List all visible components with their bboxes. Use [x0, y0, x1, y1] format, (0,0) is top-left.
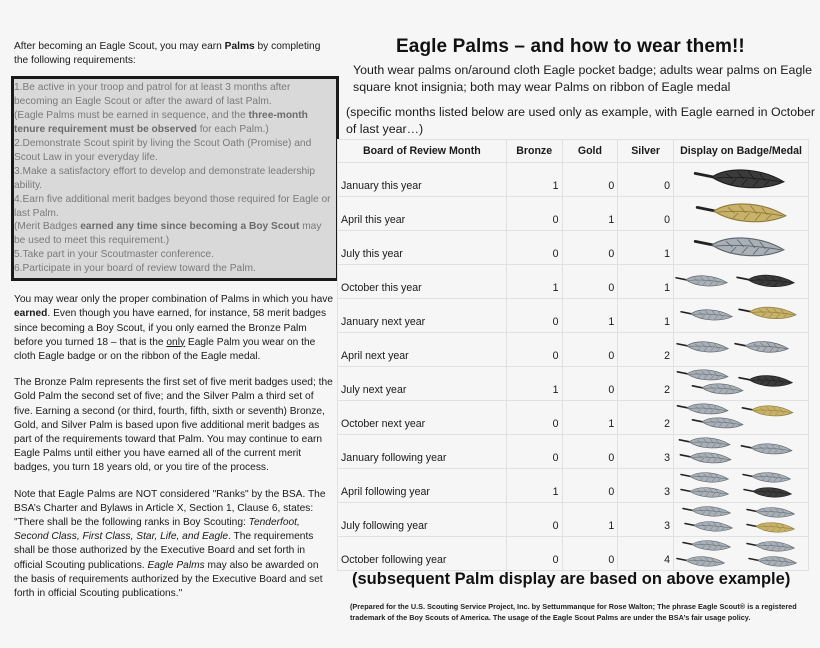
silver-count: 1 [618, 265, 674, 299]
bronze-count: 0 [506, 401, 562, 435]
gold-palm-icon [744, 520, 798, 538]
bronze-palm-icon [684, 165, 796, 196]
board-of-review-month: January following year [338, 435, 507, 469]
board-of-review-month: April next year [338, 333, 507, 367]
bronze-count: 0 [506, 197, 562, 231]
gold-palm-icon [738, 304, 798, 325]
silver-count: 1 [618, 231, 674, 265]
palm-display-cell [673, 163, 808, 197]
subtitle: Youth wear palms on/around cloth Eagle pocket badge; adults wear palms on Eagle square knot insignia; both may wear Palms on ribbon of Eagle medal [353, 63, 812, 94]
bronze-count: 0 [506, 435, 562, 469]
gold-count: 0 [562, 265, 618, 299]
palm-display-cell [673, 469, 808, 503]
silver-count: 3 [618, 503, 674, 537]
table-row [338, 231, 809, 265]
palm-display-cell [673, 231, 808, 265]
requirement-5: 5.Take part in your Scoutmaster conference. [14, 249, 214, 261]
silver-palm-icon [678, 485, 732, 503]
silver-palm-icon [680, 306, 734, 327]
bronze-count: 0 [506, 333, 562, 367]
silver-count: 0 [618, 197, 674, 231]
silver-count: 2 [618, 367, 674, 401]
requirement-2: 2.Demonstrate Scout spirit by living the Scout Oath (Promise) and Scout Law in your everyday life. [14, 138, 312, 163]
header-board-of-review-month: Board of Review Month [338, 140, 507, 163]
header-gold: Gold [562, 140, 618, 163]
bronze-gold-silver-paragraph: The Bronze Palm represents the first set of five merit badges used; the Gold Palm the second set of five; and the Silver Palm a third set of five. Earning a second (or third, fourth, fifth, sixth or seventh) Bronze, Gold, and Silver Palm is based upon five additional merit badges as part of the requirements toward that Palm. You may continue to earn Eagle Palms until either you have earned all of the current merit badges, you turn 18 years old, or you tire of the process. [14, 377, 333, 474]
palm-display-cell [673, 197, 808, 231]
table-row [338, 503, 809, 537]
credit-footnote: (Prepared for the U.S. Scouting Service Project, Inc. by Settummanque for Rose Walton; The phrase Eagle Scout® is a registered trademark of the Boy Scouts of America. The usage of the Eagle Scout Palms are under the BSA’s fair usage policy. [350, 602, 797, 623]
gold-count: 0 [562, 435, 618, 469]
wear-paragraph: You may wear only the proper combination of Palms in which you have earned. Even though you have earned, for instance, 58 merit badges since becoming a Boy Scout, if you only earned the Bronze Palm before you turned 18 – that is the only Eagle Palm you wear on the cloth Eagle badge or on the ribbon of the Eagle medal. [14, 294, 334, 362]
example-note: (specific months listed below are used only as example, with Eagle earned in October of last year…) [346, 105, 816, 136]
intro-text: After becoming an Eagle Scout, you may earn Palms by completing the following requirements: [14, 41, 321, 67]
requirement-4: 4.Earn five additional merit badges beyond those required for Eagle or last Palm. [14, 193, 331, 219]
table-row [338, 333, 809, 367]
table-row [338, 401, 809, 435]
board-of-review-month: October this year [338, 265, 507, 299]
silver-count: 4 [618, 537, 674, 571]
table-row [338, 197, 809, 231]
palm-display-cell [673, 299, 808, 333]
gold-count: 0 [562, 163, 618, 197]
gold-palm-icon [686, 199, 798, 230]
silver-palm-icon [684, 233, 796, 264]
silver-palm-icon [682, 519, 736, 537]
gold-count: 0 [562, 469, 618, 503]
silver-count: 2 [618, 333, 674, 367]
table-row [338, 537, 809, 571]
board-of-review-month: July next year [338, 367, 507, 401]
silver-count: 3 [618, 469, 674, 503]
bronze-count: 0 [506, 537, 562, 571]
bronze-count: 0 [506, 503, 562, 537]
board-of-review-month: July following year [338, 503, 507, 537]
header-bronze: Bronze [506, 140, 562, 163]
requirement-1: 1.Be active in your troop and patrol for at least 3 months after becoming an Eagle Scout or after the award of last Palm. [14, 82, 291, 108]
bronze-palm-icon [740, 485, 796, 503]
palm-display-cell [673, 503, 808, 537]
requirements-box [11, 76, 339, 281]
board-of-review-month: January this year [338, 163, 507, 197]
bronze-palm-icon [736, 271, 796, 294]
bronze-count: 1 [506, 163, 562, 197]
board-of-review-month: April this year [338, 197, 507, 231]
board-of-review-month: January next year [338, 299, 507, 333]
palm-display-table [337, 139, 809, 571]
silver-palm-icon [740, 441, 794, 460]
gold-count: 1 [562, 299, 618, 333]
gold-count: 0 [562, 367, 618, 401]
palm-display-cell [673, 537, 808, 571]
silver-count: 2 [618, 401, 674, 435]
palms-emphasis: Palms [224, 41, 255, 52]
silver-palm-icon [734, 338, 790, 359]
silver-count: 1 [618, 299, 674, 333]
table-row [338, 435, 809, 469]
bronze-count: 0 [506, 299, 562, 333]
bronze-count: 1 [506, 367, 562, 401]
palm-display-cell [673, 401, 808, 435]
subsequent-display-note: (subsequent Palm display are based on above example) [352, 570, 791, 588]
left-column [14, 40, 334, 601]
requirement-6: 6.Participate in your board of review toward the Palm. [14, 263, 256, 275]
silver-palm-icon [675, 271, 729, 294]
table-row [338, 265, 809, 299]
table-header-row [338, 140, 809, 163]
gold-palm-icon [738, 403, 798, 422]
bronze-count: 0 [506, 231, 562, 265]
gold-count: 1 [562, 503, 618, 537]
silver-count: 0 [618, 163, 674, 197]
header-display: Display on Badge/Medal [673, 140, 808, 163]
requirement-3: 3.Make a satisfactory effort to develop and demonstrate leadership ability. [14, 165, 316, 191]
ranks-paragraph-intro: Note that Eagle Palms are NOT considered "Ranks" by the BSA. The BSA’s Charter and Bylaws in Article X, Section 1, Clause 6, states: [14, 488, 326, 514]
silver-palm-icon [678, 450, 734, 469]
palm-display-cell [673, 435, 808, 469]
table-row [338, 469, 809, 503]
gold-count: 0 [562, 231, 618, 265]
silver-count: 3 [618, 435, 674, 469]
requirement-4-note: (Merit Badges earned any time since becoming a Boy Scout may be used to meet this requirement.) [14, 221, 322, 247]
ranks-paragraph-quote: "There shall be the following ranks in Boy Scouting: Tenderfoot, Second Class, First Class, Star, Life, and Eagle. The requirements shall be those authorized by the Executive Board and set forth in official Scouting publications. Eagle Palms may also be awarded on the basis of requirements authorized by the Executive Board and set forth in official Scouting publications." [14, 516, 323, 599]
silver-palm-icon [676, 338, 730, 359]
board-of-review-month: October next year [338, 401, 507, 435]
palm-display-cell [673, 367, 808, 401]
bronze-count: 1 [506, 469, 562, 503]
palm-display-cell [673, 265, 808, 299]
palm-display-cell [673, 333, 808, 367]
header-silver: Silver [618, 140, 674, 163]
gold-count: 0 [562, 537, 618, 571]
bronze-count: 1 [506, 265, 562, 299]
table-row [338, 163, 809, 197]
gold-count: 1 [562, 197, 618, 231]
board-of-review-month: October following year [338, 537, 507, 571]
bronze-palm-icon [738, 372, 794, 393]
table-row [338, 299, 809, 333]
gold-count: 0 [562, 333, 618, 367]
board-of-review-month: April following year [338, 469, 507, 503]
requirement-1-note: (Eagle Palms must be earned in sequence, and the three-month tenure requirement must be observed for each Palm.) [14, 110, 308, 136]
table-row [338, 367, 809, 401]
board-of-review-month: July this year [338, 231, 507, 265]
page-title: Eagle Palms – and how to wear them!! [396, 36, 745, 57]
gold-count: 1 [562, 401, 618, 435]
